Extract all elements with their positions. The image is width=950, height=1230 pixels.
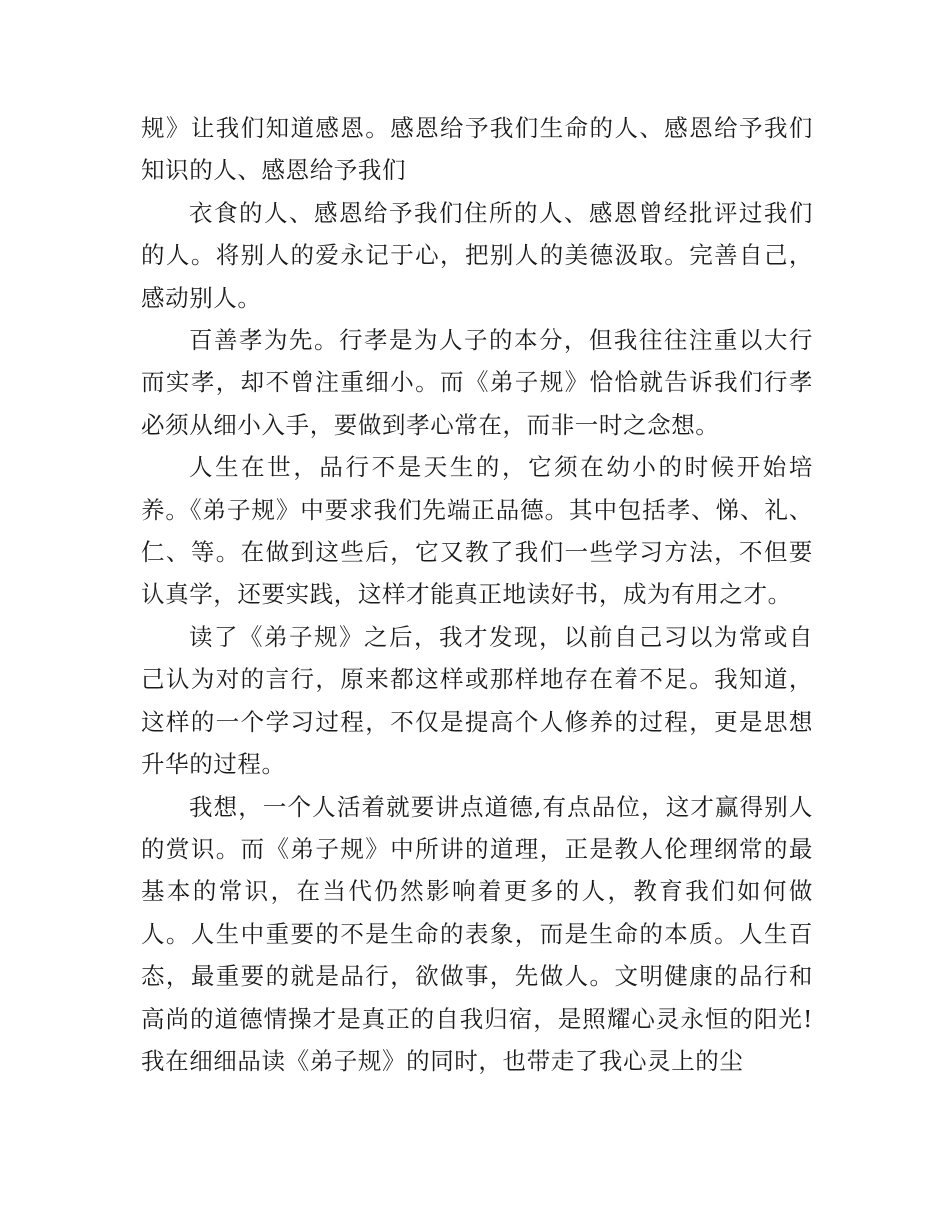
paragraph-4: 人生在世，品行不是天生的，它须在幼小的时候开始培养。《弟子规》中要求我们先端正品德。其中包括孝、悌、礼、仁、等。在做到这些后，它又教了我们一些学习方法，不但要认真学，还要实践，这样才能真正地读好书，成为有用之才。 — [141, 453, 813, 609]
paragraph-5: 读了《弟子规》之后，我才发现，以前自己习以为常或自己认为对的言行，原来都这样或那样地存在着不足。我知道，这样的一个学习过程，不仅是提高个人修养的过程，更是思想升华的过程。 — [141, 622, 813, 779]
paragraph-3: 百善孝为先。行孝是为人子的本分，但我往往注重以大行而实孝，却不曾注重细小。而《弟子规》恰恰就告诉我们行孝必须从细小入手，要做到孝心常在，而非一时之念想。 — [141, 326, 813, 439]
paragraph-6: 我想，一个人活着就要讲点道德,有点品位，这才赢得别人的赏识。而《弟子规》中所讲的道理，正是教人伦理纲常的最基本的常识，在当代仍然影响着更多的人，教育我们如何做人。人生中重要的不是生命的表象，而是生命的本质。人生百态，最重要的就是品行，欲做事，先做人。文明健康的品行和高尚的道德情操才是真正的自我归宿，是照耀心灵永恒的阳光!我在细细品读《弟子规》的同时，也带走了我心灵上的尘 — [141, 792, 813, 1075]
paragraph-1: 规》让我们知道感恩。感恩给予我们生命的人、感恩给予我们知识的人、感恩给予我们 — [141, 114, 813, 185]
document-body — [141, 107, 813, 1082]
paragraph-2: 衣食的人、感恩给予我们住所的人、感恩曾经批评过我们的人。将别人的爱永记于心，把别人的美德汲取。完善自己，感动别人。 — [141, 198, 813, 312]
